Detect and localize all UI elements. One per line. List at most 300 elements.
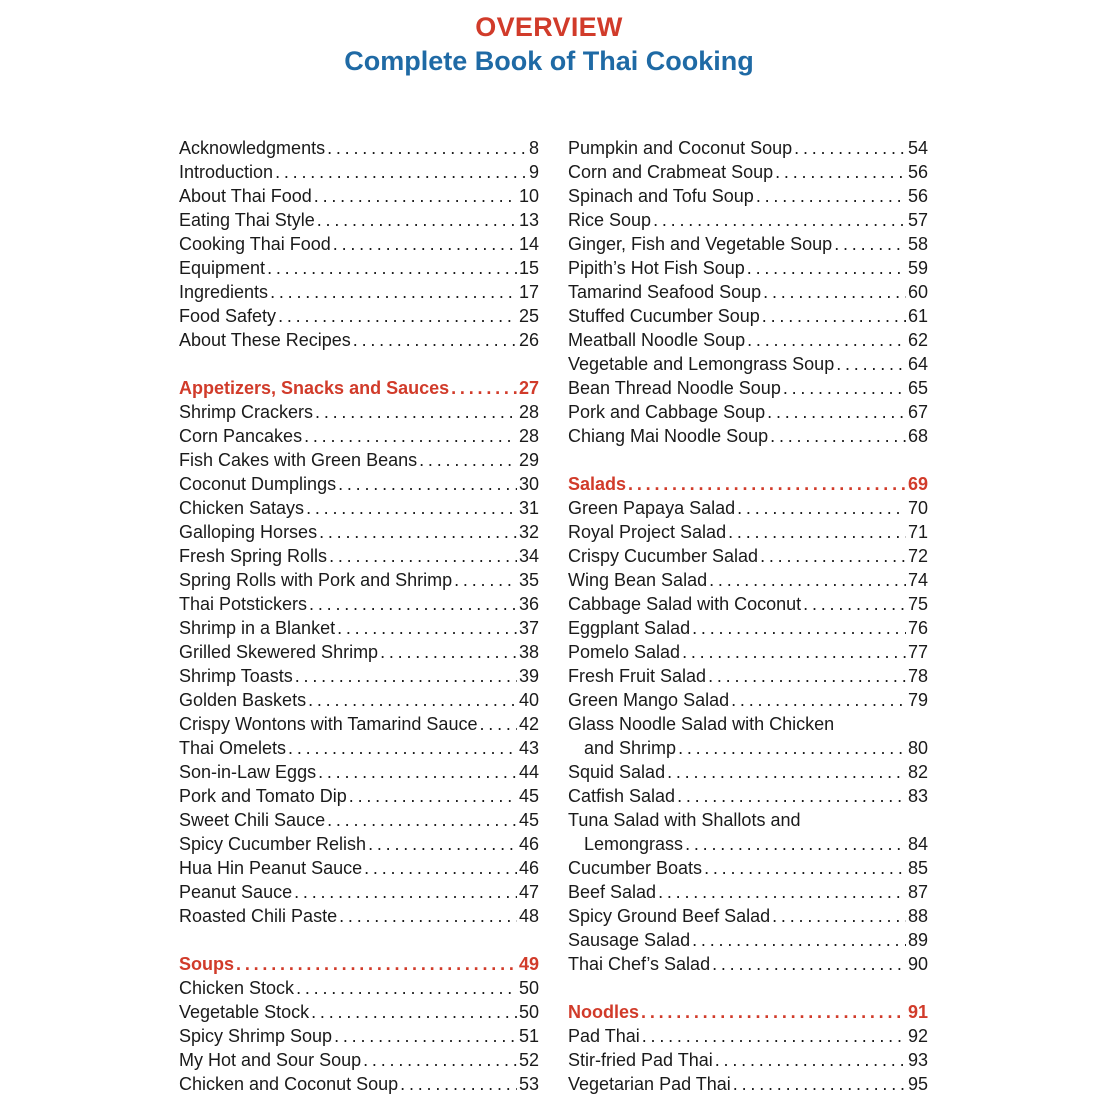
toc-entry [179, 544, 539, 568]
dot-leader [745, 256, 906, 280]
page-number: 64 [907, 354, 928, 374]
toc-entry [568, 832, 928, 856]
dot-leader [676, 736, 906, 760]
page-number: 80 [907, 738, 928, 758]
page-number: 69 [907, 474, 928, 494]
page-number: 42 [518, 714, 539, 734]
page-number: 45 [518, 810, 539, 830]
section-spacer [568, 976, 928, 1000]
dot-leader [781, 376, 906, 400]
page-number: 91 [907, 1002, 928, 1022]
page-number: 53 [518, 1074, 539, 1094]
toc-entry [179, 568, 539, 592]
entry-title: Vegetarian Pad Thai [568, 1074, 731, 1094]
toc-entry [179, 184, 539, 208]
dot-leader [726, 520, 906, 544]
page-number: 70 [907, 498, 928, 518]
entry-title: Ginger, Fish and Vegetable Soup [568, 234, 833, 254]
toc-entry [568, 376, 928, 400]
dot-leader [313, 400, 517, 424]
page-subtitle: Complete Book of Thai Cooking [344, 46, 754, 76]
page-number: 43 [518, 738, 539, 758]
toc-entry [179, 424, 539, 448]
page-number: 84 [907, 834, 928, 854]
entry-title: Crispy Cucumber Salad [568, 546, 759, 566]
entry-title: Lemongrass [584, 834, 684, 854]
toc-entry [568, 904, 928, 928]
page-number: 51 [518, 1026, 539, 1046]
dot-leader [651, 208, 906, 232]
dot-leader [306, 688, 517, 712]
toc-entry [568, 496, 928, 520]
page-number: 28 [518, 426, 539, 446]
entry-title: Bean Thread Noodle Soup [568, 378, 781, 398]
dot-leader [760, 304, 906, 328]
dot-leader [680, 640, 906, 664]
toc-entry [179, 592, 539, 616]
entry-title: Pumpkin and Coconut Soup [568, 138, 793, 158]
entry-title: Chicken and Coconut Soup [179, 1074, 399, 1094]
dot-leader [332, 1024, 517, 1048]
page-number: 56 [907, 186, 928, 206]
entry-title: Squid Salad [568, 762, 666, 782]
entry-title: Equipment [179, 258, 266, 278]
dot-leader [768, 424, 906, 448]
toc-entry [179, 856, 539, 880]
entry-title: Cooking Thai Food [179, 234, 331, 254]
entry-title: Stuffed Cucumber Soup [568, 306, 760, 326]
entry-title: Fish Cakes with Green Beans [179, 450, 418, 470]
toc-entry [568, 328, 928, 352]
entry-title: Pork and Cabbage Soup [568, 402, 766, 422]
toc-entry [179, 448, 539, 472]
toc-entry [568, 1072, 928, 1096]
page-number: 44 [518, 762, 539, 782]
page-number: 95 [907, 1074, 928, 1094]
entry-title: My Hot and Sour Soup [179, 1050, 362, 1070]
page-number: 30 [518, 474, 539, 494]
dot-leader [307, 592, 517, 616]
page-number: 52 [518, 1050, 539, 1070]
toc-entry [179, 976, 539, 1000]
entry-title: Corn and Crabmeat Soup [568, 162, 774, 182]
toc-entry [568, 184, 928, 208]
page-title: OVERVIEW [475, 12, 623, 42]
page-header [0, 10, 1098, 78]
entry-title: Glass Noodle Salad with Chicken [568, 714, 835, 734]
dot-leader [286, 736, 517, 760]
page-number: 31 [518, 498, 539, 518]
page-number: 92 [907, 1026, 928, 1046]
dot-leader [347, 784, 517, 808]
toc-entry [179, 808, 539, 832]
dot-leader [690, 616, 906, 640]
dot-leader [707, 568, 906, 592]
entry-title: Spring Rolls with Pork and Shrimp [179, 570, 453, 590]
toc-section-heading [568, 1000, 928, 1024]
entry-title: Beef Salad [568, 882, 657, 902]
entry-title: Pork and Tomato Dip [179, 786, 347, 806]
page-number: 9 [528, 162, 539, 182]
toc-entry [568, 880, 928, 904]
dot-leader [675, 784, 906, 808]
entry-title: Introduction [179, 162, 274, 182]
dot-leader [656, 880, 906, 904]
toc-entry [568, 160, 928, 184]
entry-title: Meatball Noodle Soup [568, 330, 746, 350]
page-number: 67 [907, 402, 928, 422]
entry-title: Spinach and Tofu Soup [568, 186, 754, 206]
toc-entry [179, 1072, 539, 1096]
dot-leader [731, 1072, 906, 1096]
toc-entry [568, 400, 928, 424]
dot-leader [765, 400, 906, 424]
entry-title: Shrimp in a Blanket [179, 618, 336, 638]
page-number: 34 [518, 546, 539, 566]
entry-title: Cucumber Boats [568, 858, 703, 878]
page-number: 48 [518, 906, 539, 926]
page-number: 8 [528, 138, 539, 158]
page-number: 59 [907, 258, 928, 278]
toc-entry [568, 208, 928, 232]
page-number: 26 [518, 330, 539, 350]
dot-leader [327, 544, 517, 568]
dot-leader [378, 640, 517, 664]
page-number: 50 [518, 1002, 539, 1022]
entry-title: Peanut Sauce [179, 882, 293, 902]
toc-entry [568, 952, 928, 976]
entry-title: Thai Omelets [179, 738, 287, 758]
page-number: 25 [518, 306, 539, 326]
toc-entry [179, 280, 539, 304]
dot-leader [335, 616, 517, 640]
section-title: Appetizers, Snacks and Sauces [179, 378, 450, 398]
entry-title: Green Mango Salad [568, 690, 730, 710]
entry-title: Tamarind Seafood Soup [568, 282, 762, 302]
page-number: 45 [518, 786, 539, 806]
page-number: 78 [907, 666, 928, 686]
dot-leader [773, 160, 906, 184]
page-number: 46 [518, 858, 539, 878]
page-number: 27 [518, 378, 539, 398]
page-number: 82 [907, 762, 928, 782]
dot-leader [758, 544, 906, 568]
page-number: 35 [518, 570, 539, 590]
toc-entry [179, 736, 539, 760]
dot-leader [351, 328, 517, 352]
dot-leader [706, 664, 906, 688]
entry-title: Thai Potstickers [179, 594, 308, 614]
dot-leader [665, 760, 906, 784]
toc-entry [568, 256, 928, 280]
page-number: 46 [518, 834, 539, 854]
dot-leader [366, 832, 517, 856]
toc-entry [568, 592, 928, 616]
toc-entry [179, 472, 539, 496]
page-number: 65 [907, 378, 928, 398]
page-number: 56 [907, 162, 928, 182]
toc-entry [568, 232, 928, 256]
entry-title: Galloping Horses [179, 522, 318, 542]
entry-title: Pad Thai [568, 1026, 640, 1046]
entry-title: Spicy Ground Beef Salad [568, 906, 771, 926]
toc-entry [568, 544, 928, 568]
dot-leader [770, 904, 906, 928]
entry-title: Crispy Wontons with Tamarind Sauce [179, 714, 478, 734]
page-number: 60 [907, 282, 928, 302]
entry-title: Royal Project Salad [568, 522, 727, 542]
toc-entry [568, 664, 928, 688]
page-number: 36 [518, 594, 539, 614]
dot-leader [761, 280, 906, 304]
dot-leader [729, 688, 906, 712]
toc-entry [179, 760, 539, 784]
dot-leader [316, 760, 517, 784]
entry-title: Golden Baskets [179, 690, 307, 710]
toc-entry [568, 688, 928, 712]
page-number: 17 [518, 282, 539, 302]
entry-title: Fresh Fruit Salad [568, 666, 707, 686]
section-spacer [179, 352, 539, 376]
toc-column-right [568, 136, 928, 1096]
page-number: 71 [907, 522, 928, 542]
page-number: 62 [907, 330, 928, 350]
dot-leader [317, 520, 517, 544]
toc-section-heading [179, 376, 539, 400]
toc-entry [179, 784, 539, 808]
page-number: 93 [907, 1050, 928, 1070]
section-spacer [568, 448, 928, 472]
page-number: 58 [907, 234, 928, 254]
dot-leader [801, 592, 906, 616]
entry-title: Spicy Cucumber Relish [179, 834, 367, 854]
entry-title: and Shrimp [584, 738, 677, 758]
entry-title: Thai Chef’s Salad [568, 954, 711, 974]
dot-leader [792, 136, 906, 160]
toc-entry [179, 664, 539, 688]
dot-leader [398, 1072, 517, 1096]
entry-title: Tuna Salad with Shallots and [568, 810, 801, 830]
entry-title: Hua Hin Peanut Sauce [179, 858, 363, 878]
page-number: 90 [907, 954, 928, 974]
toc-entry [179, 328, 539, 352]
toc-entry [179, 136, 539, 160]
toc-entry [179, 304, 539, 328]
page-number: 74 [907, 570, 928, 590]
entry-title: Eggplant Salad [568, 618, 691, 638]
entry-title: Shrimp Crackers [179, 402, 314, 422]
toc-entry [568, 280, 928, 304]
toc-section-heading [568, 472, 928, 496]
page-number: 29 [518, 450, 539, 470]
toc-entry [568, 568, 928, 592]
entry-title: Acknowledgments [179, 138, 326, 158]
toc-entry [179, 520, 539, 544]
toc-entry [568, 424, 928, 448]
dot-leader [325, 808, 517, 832]
dot-leader [639, 1000, 906, 1024]
page-number: 39 [518, 666, 539, 686]
dot-leader [690, 928, 906, 952]
toc-entry [179, 904, 539, 928]
toc-entry [179, 880, 539, 904]
toc-column-left [179, 136, 539, 1096]
toc-entry [179, 400, 539, 424]
page-number: 72 [907, 546, 928, 566]
page-number: 57 [907, 210, 928, 230]
dot-leader [713, 1048, 906, 1072]
section-title: Noodles [568, 1002, 640, 1022]
page-number: 89 [907, 930, 928, 950]
dot-leader [683, 832, 906, 856]
page-number: 13 [518, 210, 539, 230]
entry-title: Spicy Shrimp Soup [179, 1026, 333, 1046]
entry-title: Cabbage Salad with Coconut [568, 594, 802, 614]
dot-leader [640, 1024, 906, 1048]
dot-leader [745, 328, 906, 352]
dot-leader [331, 232, 517, 256]
dot-leader [449, 376, 517, 400]
page-number: 32 [518, 522, 539, 542]
toc-entry [568, 856, 928, 880]
dot-leader [309, 1000, 517, 1024]
page-number: 79 [907, 690, 928, 710]
page-number: 85 [907, 858, 928, 878]
entry-title: Pipith’s Hot Fish Soup [568, 258, 745, 278]
entry-title: Coconut Dumplings [179, 474, 337, 494]
toc-entry [179, 616, 539, 640]
page-number: 28 [518, 402, 539, 422]
page-number: 47 [518, 882, 539, 902]
dot-leader [735, 496, 906, 520]
toc-entry [179, 832, 539, 856]
page-number: 88 [907, 906, 928, 926]
dot-leader [710, 952, 906, 976]
toc-entry [179, 688, 539, 712]
toc-entry [568, 760, 928, 784]
toc-entry-line [568, 712, 928, 736]
page-number: 14 [518, 234, 539, 254]
page-number: 40 [518, 690, 539, 710]
entry-title: About These Recipes [179, 330, 351, 350]
toc-entry [568, 640, 928, 664]
page-number: 77 [907, 642, 928, 662]
entry-title: Sweet Chili Sauce [179, 810, 326, 830]
entry-title: Pomelo Salad [568, 642, 681, 662]
entry-title: Son-in-Law Eggs [179, 762, 317, 782]
page-number: 54 [907, 138, 928, 158]
entry-title: Rice Soup [568, 210, 652, 230]
page-number: 76 [907, 618, 928, 638]
entry-title: Ingredients [179, 282, 269, 302]
dot-leader [273, 160, 527, 184]
dot-leader [234, 952, 517, 976]
dot-leader [361, 1048, 517, 1072]
dot-leader [265, 256, 517, 280]
toc-entry [568, 1048, 928, 1072]
entry-title: About Thai Food [179, 186, 312, 206]
toc-entry [179, 1048, 539, 1072]
toc-entry [179, 640, 539, 664]
page-number: 15 [518, 258, 539, 278]
toc-entry [568, 928, 928, 952]
entry-title: Grilled Skewered Shrimp [179, 642, 379, 662]
toc-entry [179, 232, 539, 256]
toc-entry-line [568, 808, 928, 832]
toc-entry [179, 712, 539, 736]
toc-entry [568, 136, 928, 160]
entry-title: Wing Bean Salad [568, 570, 708, 590]
dot-leader [268, 280, 517, 304]
entry-title: Vegetable Stock [179, 1002, 310, 1022]
dot-leader [417, 448, 517, 472]
page-number: 10 [518, 186, 539, 206]
page-number: 49 [518, 954, 539, 974]
dot-leader [325, 136, 527, 160]
dot-leader [832, 232, 906, 256]
toc-entry [568, 304, 928, 328]
toc-entry [179, 1000, 539, 1024]
entry-title: Chicken Satays [179, 498, 305, 518]
toc-entry [568, 352, 928, 376]
page-number: 38 [518, 642, 539, 662]
toc-entry [179, 256, 539, 280]
dot-leader [754, 184, 906, 208]
entry-title: Shrimp Toasts [179, 666, 293, 686]
page-number: 50 [518, 978, 539, 998]
section-title: Soups [179, 954, 235, 974]
page-number: 87 [907, 882, 928, 902]
entry-title: Fresh Spring Rolls [179, 546, 328, 566]
entry-title: Sausage Salad [568, 930, 691, 950]
dot-leader [452, 568, 517, 592]
entry-title: Stir-fried Pad Thai [568, 1050, 713, 1070]
toc-entry [568, 784, 928, 808]
toc-entry [568, 616, 928, 640]
dot-leader [304, 496, 517, 520]
entry-title: Green Papaya Salad [568, 498, 736, 518]
entry-title: Chiang Mai Noodle Soup [568, 426, 769, 446]
page-number: 37 [518, 618, 539, 638]
dot-leader [337, 904, 517, 928]
section-spacer [179, 928, 539, 952]
toc-entry [568, 520, 928, 544]
page-number: 83 [907, 786, 928, 806]
entry-title: Corn Pancakes [179, 426, 303, 446]
entry-title: Chicken Stock [179, 978, 295, 998]
toc-entry [179, 496, 539, 520]
entry-title: Vegetable and Lemongrass Soup [568, 354, 835, 374]
section-title: Salads [568, 474, 627, 494]
page-number: 75 [907, 594, 928, 614]
entry-title: Eating Thai Style [179, 210, 315, 230]
dot-leader [293, 664, 517, 688]
dot-leader [312, 184, 517, 208]
dot-leader [362, 856, 517, 880]
dot-leader [626, 472, 906, 496]
entry-title: Roasted Chili Paste [179, 906, 338, 926]
dot-leader [336, 472, 517, 496]
toc-entry [179, 160, 539, 184]
entry-title: Catfish Salad [568, 786, 676, 806]
toc-entry [568, 1024, 928, 1048]
dot-leader [294, 976, 517, 1000]
toc-entry [179, 1024, 539, 1048]
dot-leader [702, 856, 906, 880]
dot-leader [276, 304, 517, 328]
dot-leader [834, 352, 906, 376]
page-number: 61 [907, 306, 928, 326]
